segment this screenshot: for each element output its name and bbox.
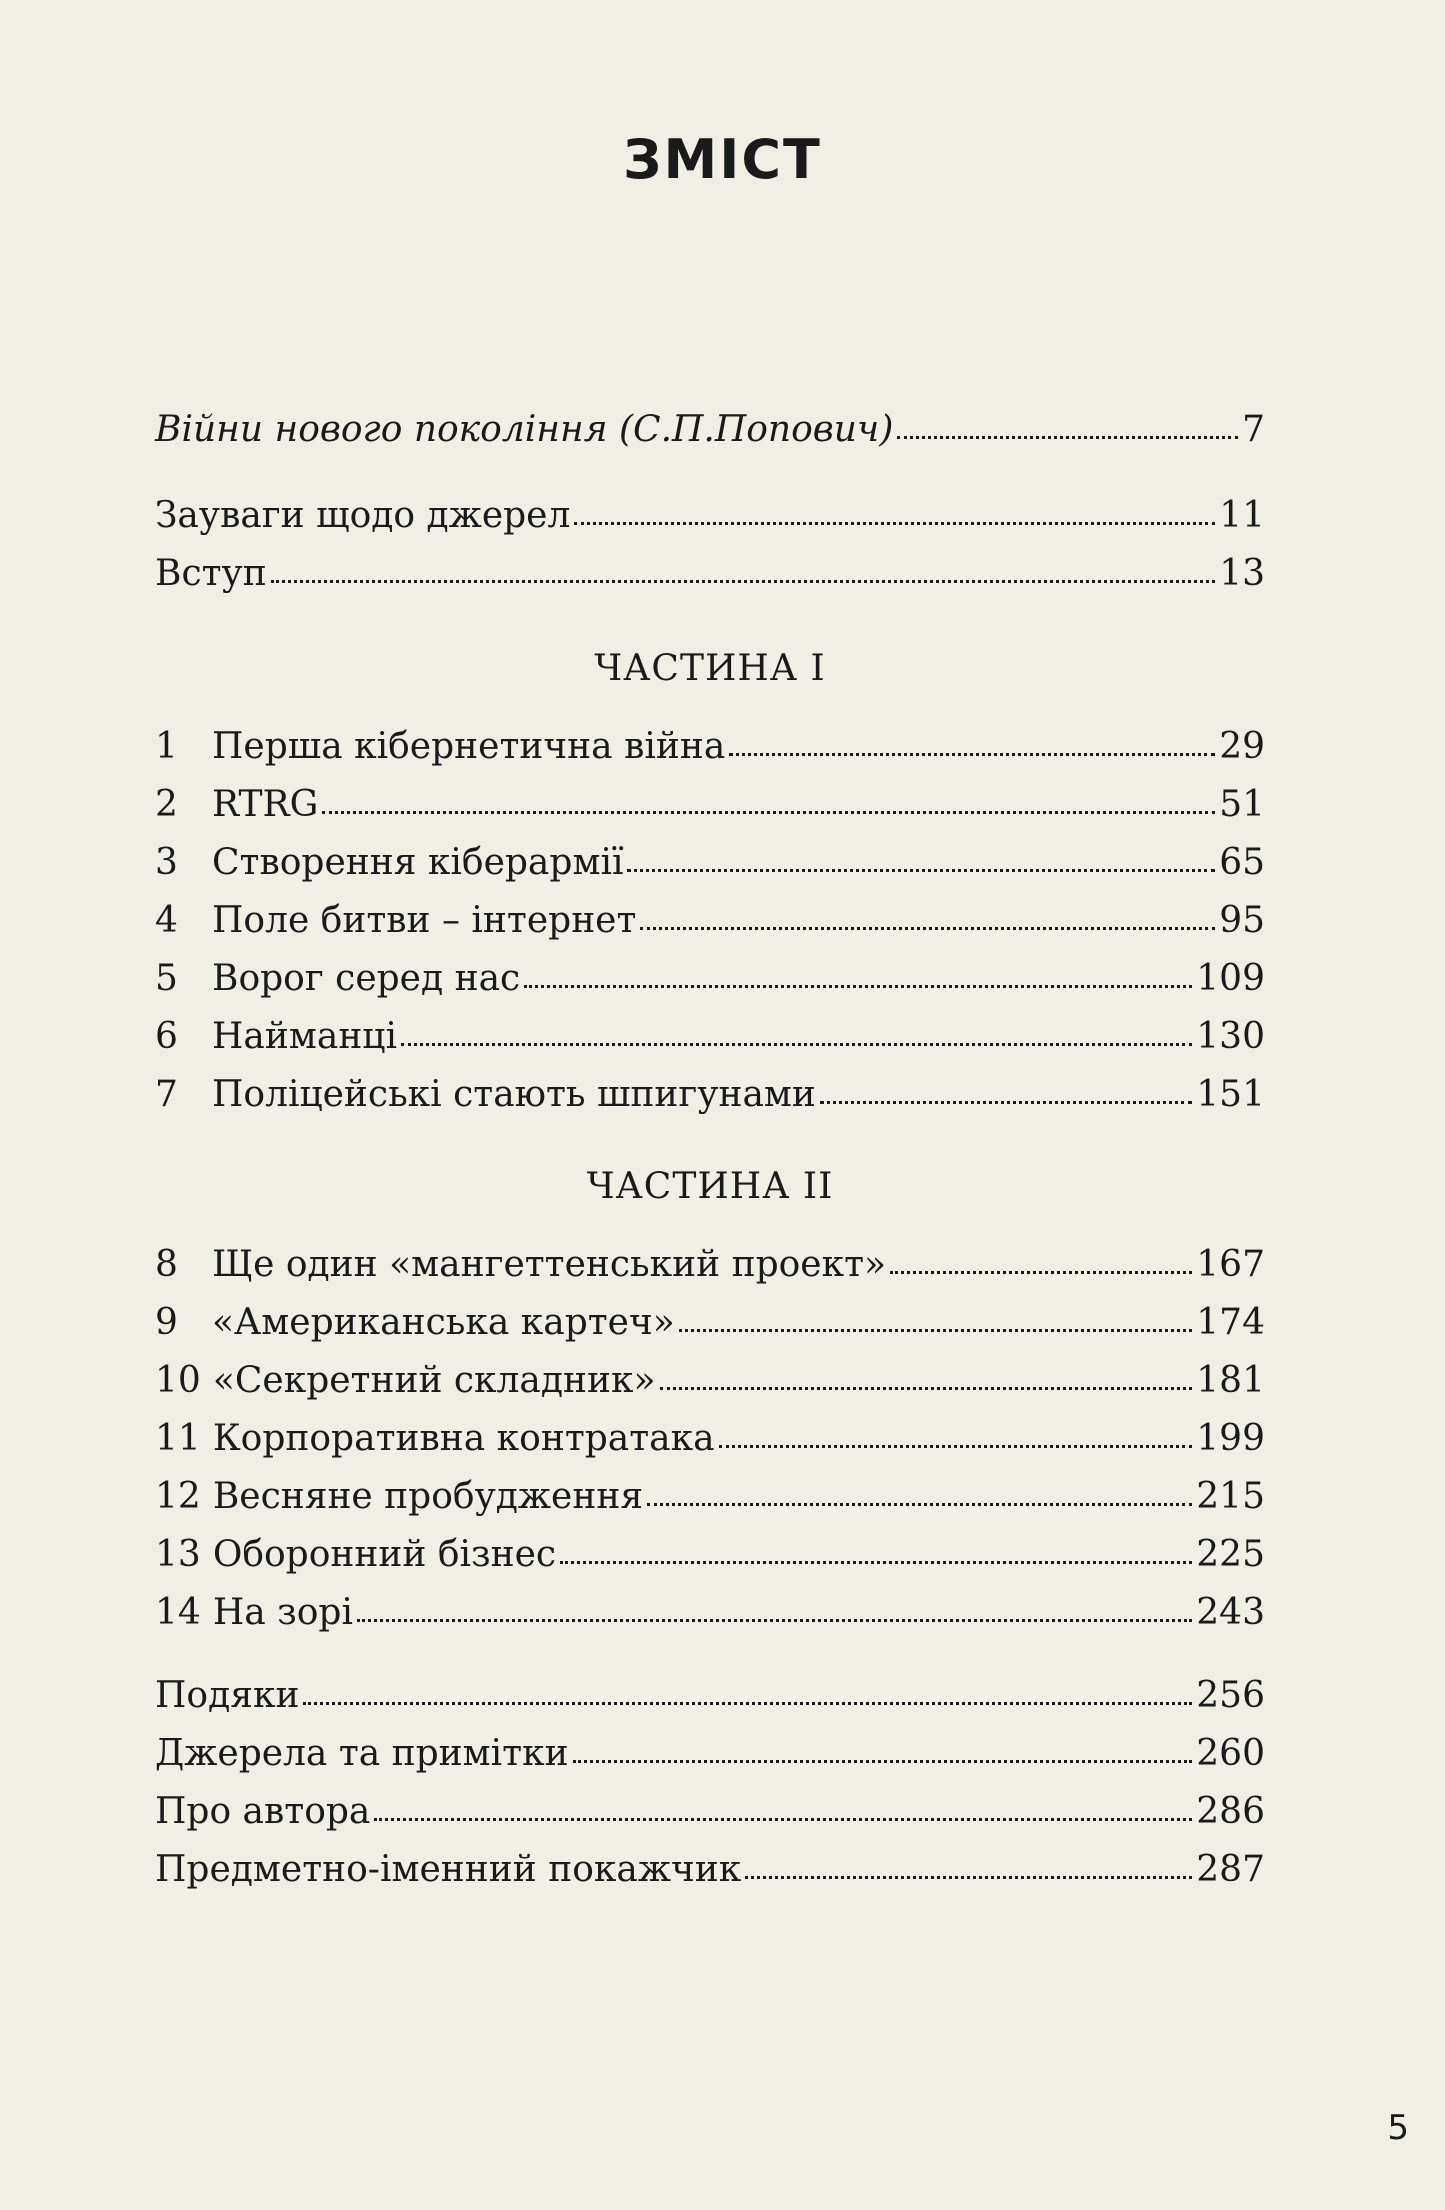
toc-chapter[interactable] [155, 783, 1265, 827]
entry-title: Ворог серед нас [212, 958, 521, 999]
leader-dots [524, 985, 1192, 988]
leader-dots [897, 436, 1238, 439]
entry-title: Подяки [155, 1675, 300, 1716]
entry-title: Поле битви – інтернет [212, 900, 637, 941]
entry-page: 109 [1196, 958, 1265, 999]
entry-page: 130 [1196, 1016, 1265, 1057]
leader-dots [745, 1876, 1192, 1879]
leader-dots [640, 927, 1215, 930]
entry-page: 65 [1219, 842, 1265, 883]
entry-page: 167 [1196, 1244, 1265, 1285]
leader-dots [647, 1503, 1192, 1506]
leader-dots [401, 1043, 1192, 1046]
entry-title: Перша кібернетична війна [212, 726, 726, 767]
leader-dots [627, 869, 1215, 872]
leader-dots [660, 1387, 1193, 1390]
toc-chapter[interactable] [155, 1359, 1265, 1403]
toc-chapter[interactable] [155, 841, 1265, 885]
chapter-number: 5 [155, 958, 178, 999]
toc-chapter[interactable] [155, 1015, 1265, 1059]
toc-chapter[interactable] [155, 1591, 1265, 1635]
entry-title: Ще один «мангеттенський проект» [212, 1244, 887, 1285]
entry-title: Створення кіберармії [212, 842, 624, 883]
toc-chapter[interactable] [155, 1243, 1265, 1287]
toc-chapter[interactable] [155, 1301, 1265, 1345]
leader-dots [820, 1101, 1192, 1104]
leader-dots [322, 811, 1215, 814]
entry-page: 95 [1219, 900, 1265, 941]
toc-chapter[interactable] [155, 1475, 1265, 1519]
entry-page: 260 [1196, 1733, 1265, 1774]
entry-page: 215 [1196, 1476, 1265, 1517]
toc-chapter[interactable] [155, 1533, 1265, 1577]
entry-page: 51 [1219, 784, 1265, 825]
entry-page: 11 [1219, 495, 1265, 536]
entry-page: 225 [1196, 1534, 1265, 1575]
chapter-number: 10 [155, 1360, 201, 1401]
toc-chapter[interactable] [155, 1073, 1265, 1117]
toc-entry-sources[interactable] [155, 1732, 1265, 1776]
entry-title: Найманці [212, 1016, 397, 1057]
chapter-number: 7 [155, 1074, 178, 1115]
leader-dots [890, 1271, 1192, 1274]
toc-entry-acknowledgements[interactable] [155, 1674, 1265, 1718]
leader-dots [573, 1760, 1193, 1763]
entry-title: Про автора [155, 1791, 371, 1832]
entry-title: На зорі [212, 1592, 353, 1633]
toc-entry-sources-notes[interactable] [155, 494, 1265, 538]
part-heading: ЧАСТИНА II [586, 1166, 834, 1207]
leader-dots [374, 1818, 1192, 1821]
entry-title: Поліцейські стають шпигунами [212, 1074, 816, 1115]
chapter-number: 11 [155, 1418, 201, 1459]
toc-entry-about-author[interactable] [155, 1790, 1265, 1834]
chapter-number: 12 [155, 1476, 201, 1517]
entry-page: 151 [1196, 1074, 1265, 1115]
entry-page: 199 [1196, 1418, 1265, 1459]
entry-title: Джерела та примітки [155, 1733, 569, 1774]
toc-chapter[interactable] [155, 725, 1265, 769]
entry-page: 174 [1196, 1302, 1265, 1343]
page-number: 5 [1387, 2108, 1409, 2148]
leader-dots [560, 1561, 1192, 1564]
leader-dots [574, 522, 1215, 525]
toc-chapter[interactable] [155, 957, 1265, 1001]
chapter-number: 2 [155, 784, 178, 825]
toc-chapter[interactable] [155, 899, 1265, 943]
toc-entry-foreword[interactable] [155, 408, 1265, 452]
chapter-number: 13 [155, 1534, 201, 1575]
entry-title: RTRG [212, 784, 319, 825]
leader-dots [679, 1329, 1192, 1332]
leader-dots [357, 1619, 1192, 1622]
entry-page: 256 [1196, 1675, 1265, 1716]
chapter-number: 1 [155, 726, 178, 767]
page-title: ЗМІСТ [623, 128, 822, 191]
entry-title: Війни нового покоління (С.П.Попович) [155, 409, 894, 450]
chapter-number: 8 [155, 1244, 178, 1285]
entry-page: 286 [1196, 1791, 1265, 1832]
part-heading: ЧАСТИНА I [594, 648, 826, 689]
entry-title: Корпоративна контратака [212, 1418, 715, 1459]
chapter-number: 14 [155, 1592, 201, 1633]
chapter-number: 3 [155, 842, 178, 883]
entry-page: 13 [1219, 553, 1265, 594]
entry-title: Зауваги щодо джерел [155, 495, 571, 536]
leader-dots [271, 580, 1215, 583]
toc-entry-introduction[interactable] [155, 552, 1265, 596]
entry-title: Вступ [155, 553, 267, 594]
entry-title: Предметно-іменний покажчик [155, 1849, 742, 1890]
toc-chapter[interactable] [155, 1417, 1265, 1461]
entry-page: 243 [1196, 1592, 1265, 1633]
entry-page: 7 [1242, 409, 1265, 450]
chapter-number: 6 [155, 1016, 178, 1057]
toc-entry-index[interactable] [155, 1848, 1265, 1892]
entry-page: 181 [1196, 1360, 1265, 1401]
leader-dots [719, 1445, 1193, 1448]
chapter-number: 4 [155, 900, 178, 941]
entry-title: «Секретний складник» [212, 1360, 656, 1401]
entry-title: Оборонний бізнес [212, 1534, 557, 1575]
entry-page: 29 [1219, 726, 1265, 767]
entry-title: «Американська картеч» [212, 1302, 675, 1343]
entry-title: Весняне пробудження [212, 1476, 644, 1517]
leader-dots [729, 753, 1215, 756]
entry-page: 287 [1196, 1849, 1265, 1890]
chapter-number: 9 [155, 1302, 178, 1343]
leader-dots [303, 1702, 1192, 1705]
